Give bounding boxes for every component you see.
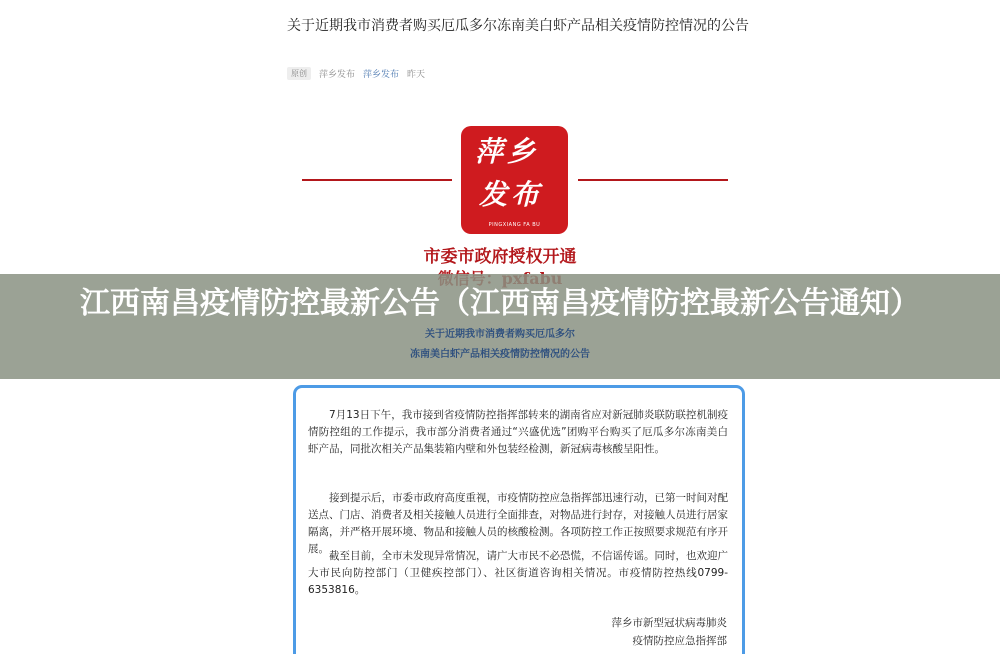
signature-line-1: 萍乡市新型冠状病毒肺炎 (611, 617, 727, 629)
logo-line-2: 发布 (479, 178, 544, 211)
auth-title: 市委市政府授权开通 (423, 247, 577, 267)
logo-line-1: 萍乡 (475, 135, 540, 168)
poster-subtitle-line-1: 关于近期我市消费者购买厄瓜多尔 (425, 329, 575, 340)
article-source: 萍乡发布 (319, 70, 356, 80)
logo-pinyin: PINGXIANG FA BU (488, 222, 541, 228)
original-tag: 原创 (287, 67, 311, 80)
source-link[interactable]: 萍乡发布 (363, 70, 400, 80)
pingxiang-logo (461, 126, 568, 234)
notice-paragraph-1: 7月13日下午，我市接到省疫情防控指挥部转来的湖南省应对新冠肺炎联防联控机制疫情防控组的工作提示，我市部分消费者通过“兴盛优选”团购平台购买了厄瓜多尔冻南美白虾产品，同批次相关产品集装箱内壁和外包装经检测，新冠病毒核酸呈阳性。 (308, 409, 728, 455)
notice-paragraph-2: 接到提示后，市委市政府高度重视，市疫情防控应急指挥部迅速行动，已第一时间对配送点、门店、消费者及相关接触人员进行全面排查，对物品进行封存，对接触人员进行居家隔离，并严格开展环境、物品和接触人员的核酸检测。各项防控工作正按照要求规范有序开展。 (308, 492, 728, 555)
article-title[interactable]: 关于近期我市消费者购买厄瓜多尔冻南美白虾产品相关疫情防控情况的公告 (287, 18, 749, 34)
poster-subtitle-line-2: 冻南美白虾产品相关疫情防控情况的公告 (410, 349, 590, 360)
divider-right (578, 179, 728, 181)
article-meta (287, 67, 425, 80)
signature-line-2: 疫情防控应急指挥部 (632, 635, 727, 647)
article-time: 昨天 (407, 70, 426, 80)
divider-left (302, 179, 452, 181)
overlay-title: 江西南昌疫情防控最新公告（江西南昌疫情防控最新公告通知） (80, 286, 920, 321)
notice-box (293, 385, 745, 654)
notice-paragraph-3: 截至目前，全市未发现异常情况，请广大市民不必恐慌，不信谣传谣。同时，也欢迎广大市民向防控部门（卫健疾控部门）、社区街道咨询相关情况。市疫情防控热线0799-6353816。 (308, 550, 728, 596)
